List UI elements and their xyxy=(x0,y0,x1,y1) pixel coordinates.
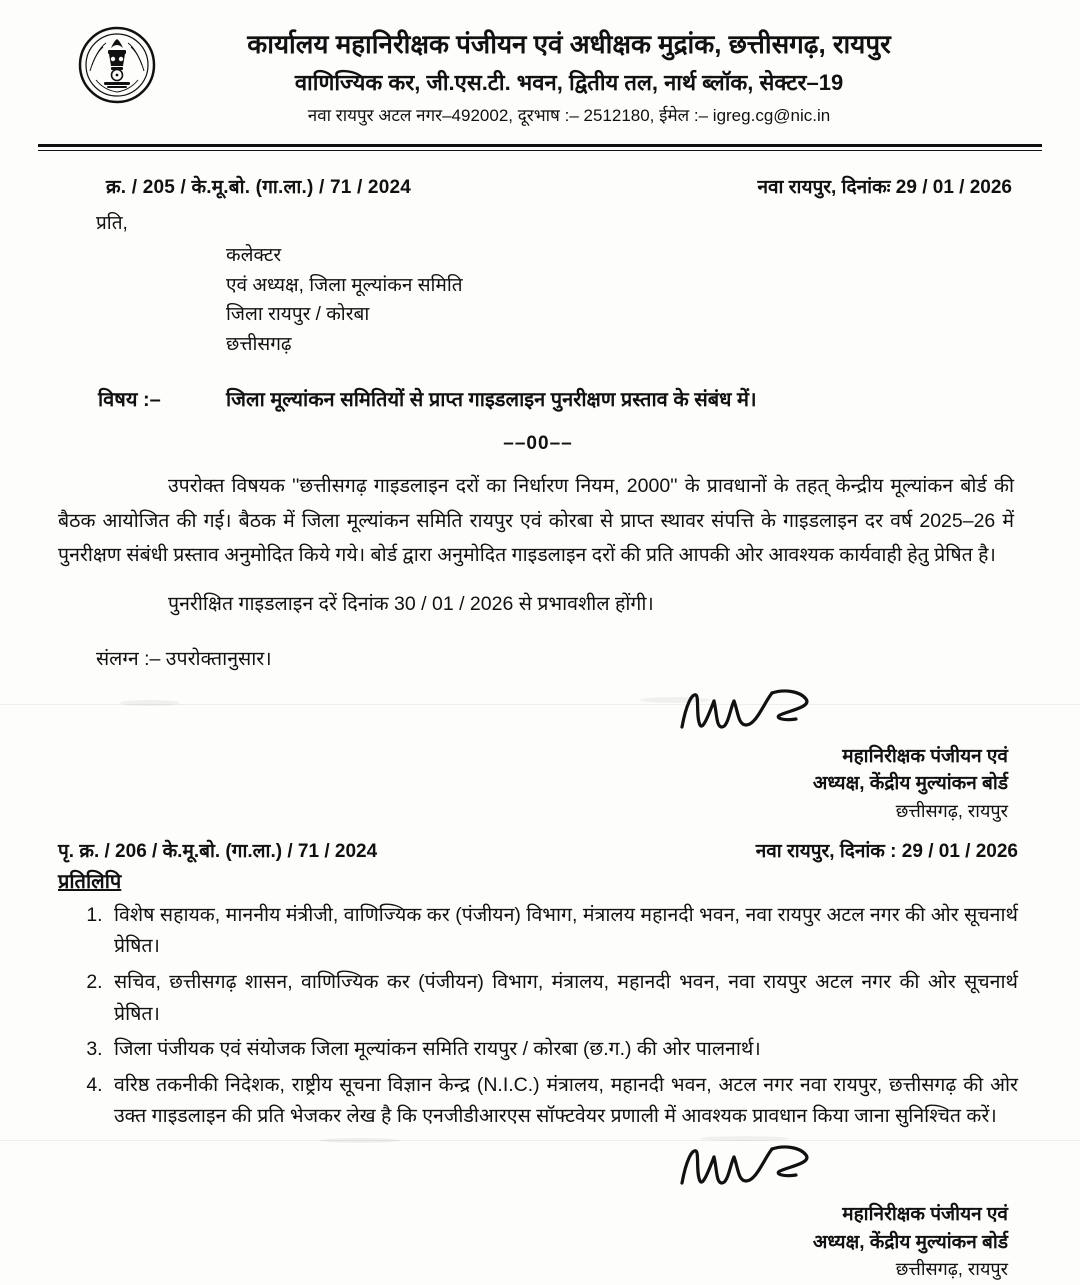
copy-place-and-date: नवा रायपुर, दिनांक : 29 / 01 / 2026 xyxy=(755,840,1018,862)
section-divider: ––00–– xyxy=(503,433,573,454)
letterhead xyxy=(0,0,1080,132)
copy-reference-row xyxy=(58,837,1018,863)
copy-reference-number: पृ. क्र. / 206 / के.मू.बो. (गा.ला.) / 71 / 2024 xyxy=(58,840,378,862)
to-label: प्रति, xyxy=(96,213,128,235)
body-paragraph-2: पुनरीक्षित गाइडलाइन दरें दिनांक 30 / 01 / 2026 से प्रभावशील होंगी। xyxy=(168,593,654,616)
copy-section-title: प्रतिलिपि xyxy=(58,870,122,893)
signature-icon xyxy=(58,1139,1008,1201)
header-divider-thin xyxy=(38,150,1042,151)
office-contact-line: नवा रायपुर अटल नगर–492002, दूरभाष :– 2512180, ईमेल :– igreg.cg@nic.in xyxy=(307,106,831,125)
addressee-line-4: छत्तीसगढ़ xyxy=(226,333,292,355)
addressee-line-3: जिला रायपुर / कोरबा xyxy=(226,304,370,326)
signature-block-top xyxy=(58,681,1018,825)
signatory-location: छत्तीसगढ़, रायपुर xyxy=(895,800,1008,821)
letter-body xyxy=(0,173,1080,1283)
addressee-line-2: एवं अध्यक्ष, जिला मूल्यांकन समिति xyxy=(226,274,463,296)
signatory-designation-1: महानिरीक्षक पंजीयन एवं xyxy=(842,745,1008,767)
subject-row xyxy=(98,385,1018,415)
office-address-line: वाणिज्यिक कर, जी.एस.टी. भवन, द्वितीय तल, नार्थ ब्लॉक, सेक्टर–19 xyxy=(294,69,844,95)
list-item: 2. सचिव, छत्तीसगढ़ शासन, वाणिज्यिक कर (पंजीयन) विभाग, मंत्रालय, महानदी भवन, नवा रायपुर अटल नगर की ओर सूचनार्थ प्रेषित। xyxy=(108,967,1018,1030)
reference-number: क्र. / 205 / के.मू.बो. (गा.ला.) / 71 / 2024 xyxy=(106,177,411,199)
national-emblem-icon xyxy=(78,26,156,104)
list-item: 4. वरिष्ठ तकनीकी निदेशक, राष्ट्रीय सूचना विज्ञान केन्द्र (N.I.C.) मंत्रालय, महानदी भवन, अटल नगर नवा रायपुर, छत्तीसगढ़ की ओर उक्त गाइडलाइन की प्रति भेजकर लेख है कि एनजीडीआरएस सॉफ्टवेयर प्रणाली में आवश्यक प्रावधान किया जाना सुनिश्चित करें। xyxy=(108,1070,1018,1133)
addressee-block xyxy=(226,241,1018,359)
subject-text: जिला मूल्यांकन समितियों से प्राप्त गाइडलाइन पुनरीक्षण प्रस्ताव के संबंध में। xyxy=(226,389,757,411)
signature-block-bottom xyxy=(58,1139,1018,1283)
header-divider-thick xyxy=(38,144,1042,147)
enclosure-note: संलग्न :– उपरोक्तानुसार। xyxy=(96,647,272,670)
reference-row xyxy=(58,173,1018,199)
office-title: कार्यालय महानिरीक्षक पंजीयन एवं अधीक्षक मुद्रांक, छत्तीसगढ़, रायपुर xyxy=(247,29,891,59)
signatory-location: छत्तीसगढ़, रायपुर xyxy=(895,1259,1008,1280)
signature-icon xyxy=(58,681,1008,743)
signatory-designation-2: अध्यक्ष, केंद्रीय मुल्यांकन बोर्ड xyxy=(812,773,1008,795)
list-item: 1. विशेष सहायक, माननीय मंत्रीजी, वाणिज्यिक कर (पंजीयन) विभाग, मंत्रालय महानदी भवन, नवा रायपुर अटल नगर की ओर सूचनार्थ प्रेषित। xyxy=(108,900,1018,963)
body-paragraph-1: उपरोक्त विषयक ''छत्तीसगढ़ गाइडलाइन दरों का निर्धारण नियम, 2000'' के प्रावधानों के तहत् केन्द्रीय मूल्यांकन बोर्ड की बैठक आयोजित की गई। बैठक में जिला मूल्यांकन समिति रायपुर एवं कोरबा से प्राप्त स्थावर संपत्ति के गाइडलाइन दर वर्ष 2025–26 में पुनरीक्षण संबंधी प्रस्ताव अनुमोदित किये गये। बोर्ड द्वारा अनुमोदित गाइडलाइन दरों की प्रति आपकी ओर आवश्यक कार्यवाही हेतु प्रेषित है। xyxy=(58,475,1014,567)
place-and-date: नवा रायपुर, दिनांकः 29 / 01 / 2026 xyxy=(757,177,1012,199)
signatory-designation-2: अध्यक्ष, केंद्रीय मुल्यांकन बोर्ड xyxy=(812,1231,1008,1253)
subject-label: विषय :– xyxy=(98,389,161,411)
list-item: 3. जिला पंजीयक एवं संयोजक जिला मूल्यांकन समिति रायपुर / कोरबा (छ.ग.) की ओर पालनार्थ। xyxy=(108,1034,1018,1066)
copy-recipient-list xyxy=(58,900,1018,1133)
addressee-line-1: कलेक्टर xyxy=(226,245,282,267)
signatory-designation-1: महानिरीक्षक पंजीयन एवं xyxy=(842,1203,1008,1225)
